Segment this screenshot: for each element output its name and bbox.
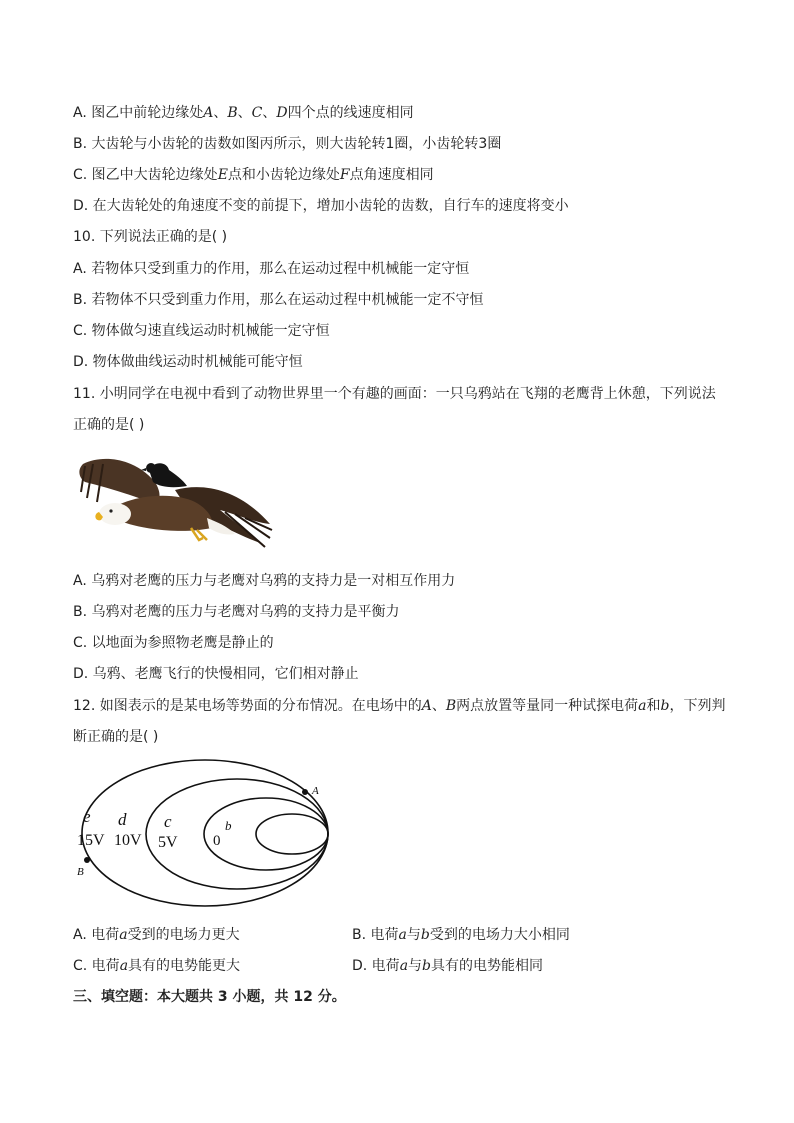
q9-option-a: A. 图乙中前轮边缘处A、B、C、D四个点的线速度相同: [73, 105, 414, 121]
label-e: e: [83, 807, 91, 826]
equipotential-diagram: [70, 756, 340, 916]
q11-stem-line1: 11. 小明同学在电视中看到了动物世界里一个有趣的画面：一只乌鸦站在飞翔的老鹰背上休憩，下列说法: [73, 386, 716, 402]
point-b-small-label: b: [225, 818, 232, 833]
q12-option-a: A. 电荷a受到的电场力更大: [73, 927, 240, 943]
q11-option-d: D. 乌鸦、老鹰飞行的快慢相同，它们相对静止: [73, 666, 359, 682]
q12-option-c: C. 电荷a具有的电势能更大: [73, 958, 241, 974]
point-b-dot: [84, 857, 90, 863]
point-a-dot: [302, 789, 308, 795]
q11-option-c: C. 以地面为参照物老鹰是静止的: [73, 635, 274, 651]
q12-option-b: B. 电荷a与b受到的电场力大小相同: [352, 927, 570, 943]
eagle-crow-image: [75, 452, 275, 550]
section-3-heading: 三、填空题：本大题共 3 小题，共 12 分。: [73, 989, 346, 1005]
q9-option-b: B. 大齿轮与小齿轮的齿数如图丙所示，则大齿轮转1圈，小齿轮转3圈: [73, 136, 502, 152]
label-d: d: [118, 810, 127, 829]
equipotential-c: [204, 798, 328, 870]
q12-stem-line2: 断正确的是( ): [73, 729, 159, 745]
q11-option-a: A. 乌鸦对老鹰的压力与老鹰对乌鸦的支持力是一对相互作用力: [73, 573, 456, 589]
q12-stem-line1: 12. 如图表示的是某电场等势面的分布情况。在电场中的A、B两点放置等量同一种试探电荷a和b，下列判: [73, 698, 726, 714]
q10-option-a: A. 若物体只受到重力的作用，那么在运动过程中机械能一定守恒: [73, 261, 470, 277]
label-c: c: [164, 812, 172, 831]
q9-option-d: D. 在大齿轮处的角速度不变的前提下，增加小齿轮的齿数，自行车的速度将变小: [73, 198, 569, 214]
q12-option-d: D. 电荷a与b具有的电势能相同: [352, 958, 544, 974]
q10-option-b: B. 若物体不只受到重力作用，那么在运动过程中机械能一定不守恒: [73, 292, 484, 308]
q9-option-c: C. 图乙中大齿轮边缘处E点和小齿轮边缘处F点角速度相同: [73, 167, 434, 183]
point-a-label: A: [312, 785, 319, 797]
point-b-label: B: [77, 866, 84, 878]
q10-stem: 10. 下列说法正确的是( ): [73, 229, 228, 245]
label-10v: 10V: [114, 832, 142, 849]
label-5v: 5V: [158, 834, 178, 851]
q10-option-c: C. 物体做匀速直线运动时机械能一定守恒: [73, 323, 330, 339]
label-15v: 15V: [77, 832, 105, 849]
label-0: 0: [213, 833, 221, 849]
q10-option-d: D. 物体做曲线运动时机械能可能守恒: [73, 354, 303, 370]
equipotential-0: [256, 814, 328, 854]
q11-option-b: B. 乌鸦对老鹰的压力与老鹰对乌鸦的支持力是平衡力: [73, 604, 400, 620]
q11-stem-line2: 正确的是( ): [73, 417, 145, 433]
